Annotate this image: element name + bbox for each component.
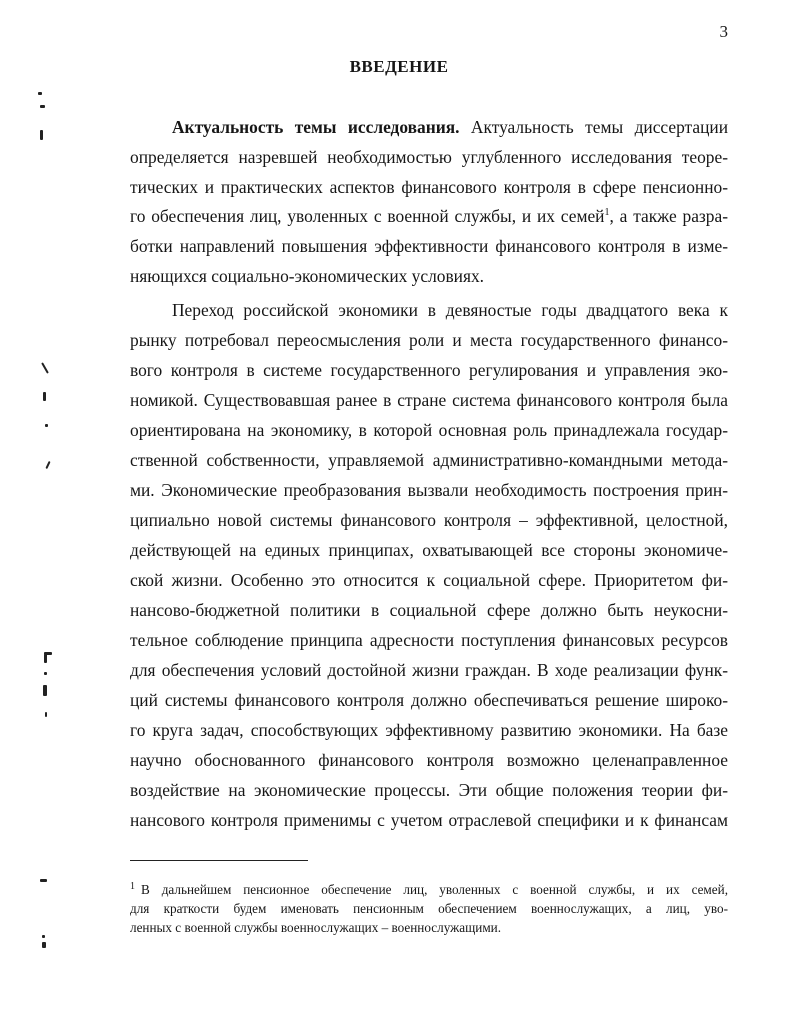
page-title: ВВЕДЕНИЕ: [349, 57, 449, 76]
paragraph1-line1-rest: Актуальность темы диссертации: [459, 117, 729, 137]
paragraph1-line2: определяется назревшей необходимостью углубленного исследования теоре-: [130, 147, 728, 167]
paragraph2-line14: ций системы финансового контроля должно обеспечиваться решение широко-: [130, 690, 728, 710]
scan-speck: [40, 105, 45, 108]
scan-speck: [45, 712, 47, 717]
paragraph2-line5: ориентирована на экономику, в которой основная роль принадлежала государ-: [130, 420, 728, 440]
paragraph1-line3: тических и практических аспектов финансового контроля в сфере пенсионно-: [130, 177, 728, 197]
paragraph1-heading: Актуальность темы исследования.: [172, 117, 460, 137]
scan-speck: [40, 130, 43, 140]
paragraph2-line7: ми. Экономические преобразования вызвали необходимость построения прин-: [130, 480, 728, 500]
scan-speck: [42, 942, 46, 948]
paragraph2-line16: научно обоснованного финансового контроля возможно целенаправленное: [130, 750, 728, 770]
scan-speck: [40, 879, 47, 882]
scan-speck: [44, 654, 47, 663]
footnote-line2: для краткости будем именовать пенсионным обеспечением военнослужащих, а лиц, уво-: [130, 901, 728, 916]
paragraph2-line11: нансово-бюджетной политики в социальной сфере должно быть неукосни-: [130, 600, 728, 620]
paragraph2-line18: нансового контроля применимы с учетом отраслевой специфики и к финансам: [130, 810, 728, 830]
footnote-line1-text: В дальнейшем пенсионное обеспечение лиц, уволенных с военной службы, и их семей,: [141, 882, 728, 897]
paragraph2-line3: вого контроля в системе государственного регулирования и управления эко-: [130, 360, 728, 380]
paragraph1-line1: [172, 113, 728, 142]
scan-speck: [41, 362, 49, 373]
footnote-line1: [130, 880, 728, 899]
footnote-line3: ленных с военной службы военнослужащих – военнослужащими.: [130, 920, 502, 935]
paragraph2-line17: воздействие на экономические процессы. Эти общие положения теории фи-: [130, 780, 728, 800]
paragraph1-line5: ботки направлений повышения эффективности финансового контроля в изме-: [130, 236, 728, 256]
paragraph1-line4-text: го обеспечения лиц, уволенных с военной службы, и их семей: [130, 206, 605, 226]
scan-speck: [38, 92, 42, 95]
paragraph2-line12: тельное соблюдение принципа адресности поступления финансовых ресурсов: [130, 630, 728, 650]
paragraph2-line13: для обеспечения условий достойной жизни граждан. В ходе реализации функ-: [130, 660, 728, 680]
footnote-divider: [130, 860, 308, 861]
footnote-ref: 1: [604, 207, 610, 219]
scan-speck: [45, 461, 50, 469]
paragraph2-line6: ственной собственности, управляемой административно-командными метода-: [130, 450, 728, 470]
footnote-mark: 1: [130, 880, 135, 892]
paragraph1-line4-tail: , а также разра-: [609, 206, 729, 226]
paragraph2-line8: ципиально новой системы финансового контроля – эффективной, целостной,: [130, 510, 728, 530]
paragraph1-line6: няющихся социально-экономических условиях.: [130, 266, 485, 286]
scan-speck: [45, 424, 48, 427]
paragraph1-line4: [130, 202, 728, 231]
page-number: 3: [719, 22, 728, 41]
scan-speck: [44, 672, 47, 675]
paragraph2-line15: го круга задач, способствующих эффективному развитию экономики. На базе: [130, 720, 728, 740]
paragraph2-line1: Переход российской экономики в девяностые годы двадцатого века к: [172, 300, 728, 320]
paragraph2-line9: действующей на единых принципах, охватывающей все стороны экономиче-: [130, 540, 728, 560]
paragraph2-line2: рынку потребовал переосмысления роли и места государственного финансо-: [130, 330, 728, 350]
paragraph2-line4: номикой. Существовавшая ранее в стране система финансового контроля была: [130, 390, 728, 410]
paragraph2-line10: ской жизни. Особенно это относится к социальной сфере. Приоритетом фи-: [130, 570, 728, 590]
scan-speck: [42, 935, 45, 938]
scan-speck: [43, 392, 46, 401]
scan-speck: [43, 685, 47, 696]
